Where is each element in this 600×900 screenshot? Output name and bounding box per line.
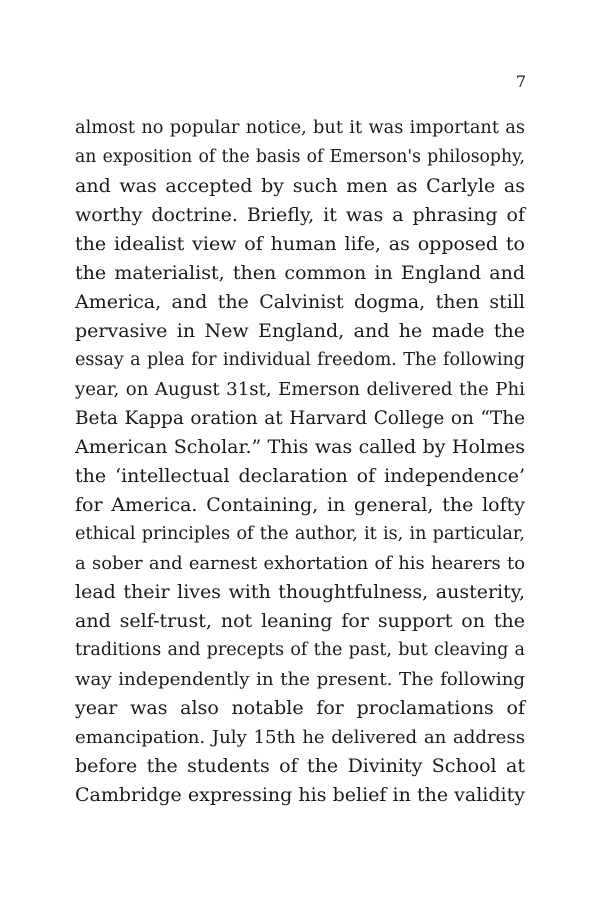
text-line: America, and the Calvinist dogma, then still [75,291,525,313]
text-line: the materialist, then common in England and [75,262,525,284]
text-line: and was accepted by such men as Carlyle as [75,175,525,197]
text-line: year was also notable for proclamations of [75,697,525,719]
text-line: Cambridge expressing his belief in the validity [75,784,525,806]
text-line: year, on August 31st, Emerson delivered the Phi [75,379,525,400]
text-line: essay a plea for individual freedom. The following [75,350,525,370]
text-line: a sober and earnest exhortation of his hearers to [75,553,525,574]
text-line: the ‘intellectual declaration of independence’ [75,465,525,487]
text-line: pervasive in New England, and he made the [75,320,525,342]
text-line: almost no popular notice, but it was important as [75,118,525,138]
text-line: emancipation. July 15th he delivered an address [75,727,525,748]
text-line: lead their lives with thoughtfulness, austerity, [75,581,525,603]
text-line: Beta Kappa oration at Harvard College on “The [75,408,525,429]
text-line: the idealist view of human life, as opposed to [75,233,525,255]
text-line: American Scholar.” This was called by Holmes [75,436,525,458]
page-number: 7 [515,72,526,91]
text-line: ethical principles of the author, it is, in particular, [75,524,525,544]
text-line: for America. Containing, in general, the lofty [75,494,525,516]
text-line: an exposition of the basis of Emerson's philosophy, [75,147,525,167]
text-line: before the students of the Divinity School at [75,755,525,777]
body-paragraph [75,114,525,810]
text-line: and self-trust, not leaning for support on the [75,610,525,632]
text-line: worthy doctrine. Briefly, it was a phrasing of [75,204,525,226]
text-line: traditions and precepts of the past, but cleaving a [75,640,525,660]
text-line: way independently in the present. The following [75,669,525,690]
